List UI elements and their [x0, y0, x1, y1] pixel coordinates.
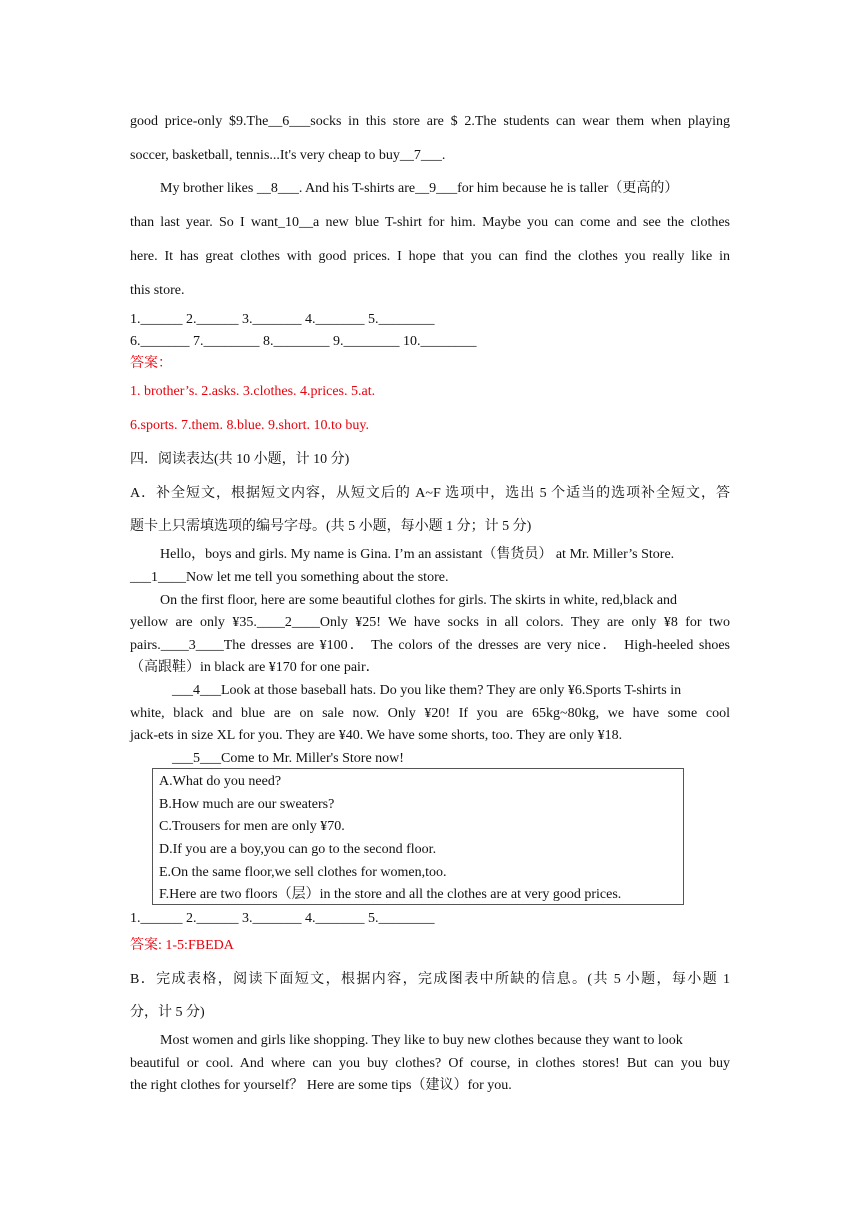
passage-line: white, black and blue are on sale now. Only ¥20! If you are 65kg~80kg, we have some cool [130, 706, 730, 721]
passage-line: yellow are only ¥35.____2____Only ¥25! We have socks in all colors. They are only ¥8 for two [130, 615, 730, 630]
passage-line: beautiful or cool. And where can you buy clothes? Of course, in clothes stores! But can you buy [130, 1056, 730, 1071]
passage-line: good price-only $9.The__6___socks in this store are $ 2.The students can wear them when playing [130, 114, 730, 129]
option-f: F.Here are two floors（层）in the store and all the clothes are at very good prices. [159, 887, 622, 902]
passage-line: than last year. So I want_10__a new blue T-shirt for him. Maybe you can come and see the clothes [130, 215, 730, 230]
instruction-line: 题卡上只需填选项的编号字母。(共 5 小题，每小题 1 分；计 5 分) [130, 519, 532, 534]
option-d: D.If you are a boy,you can go to the second floor. [159, 842, 437, 857]
passage-line: jack-ets in size XL for you. They are ¥40. We have some shorts, too. They are only ¥18. [130, 728, 623, 743]
passage-line: ___5___Come to Mr. Miller's Store now! [172, 751, 404, 766]
option-b: B.How much are our sweaters? [159, 797, 335, 812]
answer-blanks: 1.______ 2.______ 3._______ 4._______ 5.________ [130, 312, 435, 327]
passage-line: Hello，boys and girls. My name is Gina. I’m an assistant（售货员） at Mr. Miller’s Store. [160, 547, 675, 562]
answer-key: 1. brother’s. 2.asks. 3.clothes. 4.prices. 5.at. [130, 384, 376, 399]
option-a: A.What do you need? [159, 774, 282, 789]
passage-line: ___4___Look at those baseball hats. Do you like them? They are only ¥6.Sports T-shirts in [172, 683, 682, 698]
instruction-line: A．补全短文，根据短文内容，从短文后的 A~F 选项中，选出 5 个适当的选项补全短文，答 [130, 486, 730, 501]
answer-blanks: 1.______ 2.______ 3._______ 4._______ 5.________ [130, 911, 435, 926]
passage-line: pairs.____3____The dresses are ¥100． The colors of the dresses are very nice． High-heeled shoes [130, 638, 730, 653]
passage-line: ___1____Now let me tell you something about the store. [130, 570, 449, 585]
answer-label: 答案： [130, 356, 172, 371]
passage-line: the right clothes for yourself？ Here are some tips（建议）for you. [130, 1078, 512, 1093]
option-e: E.On the same floor,we sell clothes for women,too. [159, 865, 447, 880]
passage-line: soccer, basketball, tennis...It's very cheap to buy__7___. [130, 148, 446, 163]
passage-line: On the first floor, here are some beautiful clothes for girls. The skirts in white, red,black and [160, 593, 678, 608]
answer-key: 答案: 1-5:FBEDA [130, 938, 234, 953]
section-heading: 四．阅读表达(共 10 小题，计 10 分) [130, 452, 350, 467]
passage-line: this store. [130, 283, 185, 298]
answer-key: 6.sports. 7.them. 8.blue. 9.short. 10.to buy. [130, 418, 370, 433]
passage-line: here. It has great clothes with good prices. I hope that you can find the clothes you really like in [130, 249, 730, 264]
passage-line: Most women and girls like shopping. They like to buy new clothes because they want to look [160, 1033, 683, 1048]
instruction-line: B．完成表格，阅读下面短文，根据内容，完成图表中所缺的信息。(共 5 小题，每小题 1 [130, 972, 730, 987]
instruction-line: 分，计 5 分) [130, 1005, 205, 1020]
answer-blanks: 6._______ 7.________ 8.________ 9.________ 10.________ [130, 334, 477, 349]
passage-line: My brother likes __8___. And his T-shirts are__9___for him because he is taller（更高的） [160, 181, 679, 196]
passage-line: （高跟鞋）in black are ¥170 for one pair． [130, 660, 380, 675]
options-box [152, 768, 684, 905]
option-c: C.Trousers for men are only ¥70. [159, 819, 345, 834]
